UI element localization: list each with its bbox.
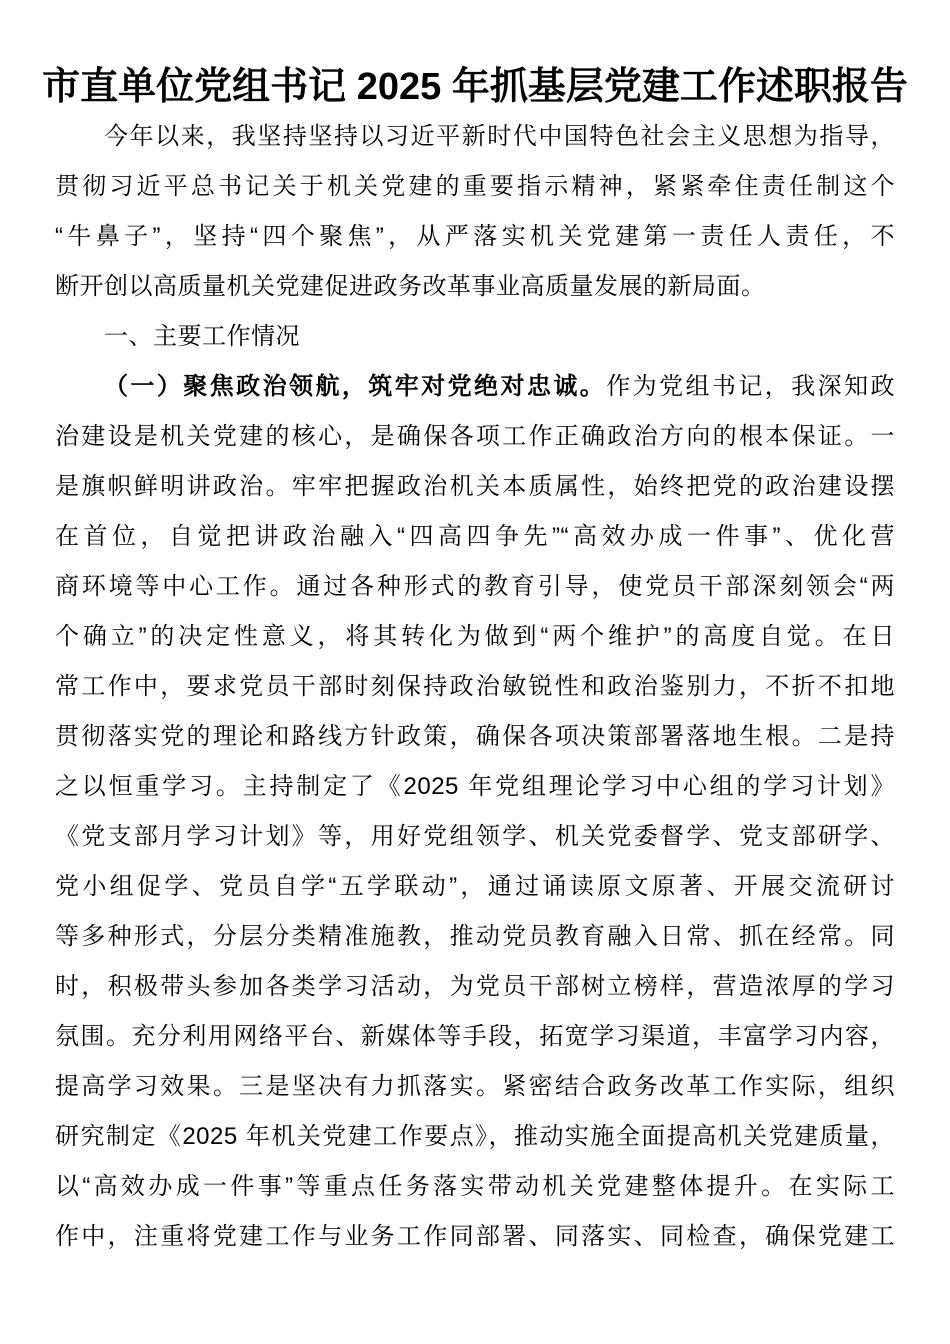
document-line <box>55 862 895 912</box>
line-text: 党小组促学、党员自学“五学联动”，通过诵读原文原著、开展交流研讨 <box>55 873 895 900</box>
line-text: 提高学习效果。三是坚决有力抓落实。紧密结合政务改革工作实际，组织 <box>55 1073 895 1100</box>
document-line <box>55 1112 895 1162</box>
document-line <box>55 612 895 662</box>
line-text: 是旗帜鲜明讲政治。牢牢把握政治机关本质属性，始终把党的政治建设摆 <box>55 473 895 500</box>
document-line <box>55 662 895 712</box>
document-line <box>55 362 895 412</box>
document-line <box>55 1162 895 1212</box>
document-line <box>55 262 895 312</box>
line-text: 常工作中，要求党员干部时刻保持政治敏锐性和政治鉴别力，不折不扣地 <box>55 673 895 700</box>
line-text: 《党支部月学习计划》等，用好党组领学、机关党委督学、党支部研学、 <box>55 823 895 850</box>
document-title: 市直单位党组书记 2025 年抓基层党建工作述职报告 <box>42 66 908 108</box>
document-line <box>55 462 895 512</box>
document-line <box>55 912 895 962</box>
document-line <box>55 112 895 162</box>
line-text: 断开创以高质量机关党建促进政务改革事业高质量发展的新局面。 <box>55 273 766 300</box>
document-line <box>55 1012 895 1062</box>
document-body <box>55 112 895 1262</box>
document-line <box>55 562 895 612</box>
document-line <box>55 512 895 562</box>
line-text: 一、主要工作情况 <box>104 323 300 350</box>
document-line <box>55 1062 895 1112</box>
line-text: 作中，注重将党建工作与业务工作同部署、同落实、同检查，确保党建工 <box>55 1223 895 1250</box>
document-line <box>55 762 895 812</box>
document-line <box>55 162 895 212</box>
bold-lead-text: （一）聚焦政治领航，筑牢对党绝对忠诚。 <box>104 373 607 400</box>
line-text: 研究制定《2025 年机关党建工作要点》，推动实施全面提高机关党建质量， <box>55 1123 895 1150</box>
line-text: 氛围。充分利用网络平台、新媒体等手段，拓宽学习渠道，丰富学习内容， <box>55 1023 895 1050</box>
line-text: 贯彻落实党的理论和路线方针政策，确保各项决策部署落地生根。二是持 <box>55 723 895 750</box>
document-line <box>55 212 895 262</box>
line-text: 时，积极带头参加各类学习活动，为党员干部树立榜样，营造浓厚的学习 <box>55 973 895 1000</box>
document-line <box>55 412 895 462</box>
document-line <box>55 962 895 1012</box>
section-heading <box>55 312 895 362</box>
document-line <box>55 1212 895 1262</box>
document-line <box>55 812 895 862</box>
line-text: 贯彻习近平总书记关于机关党建的重要指示精神，紧紧牵住责任制这个 <box>55 173 895 200</box>
line-text: 今年以来，我坚持坚持以习近平新时代中国特色社会主义思想为指导， <box>104 123 895 150</box>
line-text: 作为党组书记，我深知政 <box>606 373 896 400</box>
line-text: 等多种形式，分层分类精准施教，推动党员教育融入日常、抓在经常。同 <box>55 923 895 950</box>
line-text: 在首位，自觉把讲政治融入“四高四争先”“高效办成一件事”、优化营 <box>55 523 895 550</box>
line-text: 个确立”的决定性意义，将其转化为做到“两个维护”的高度自觉。在日 <box>55 623 895 650</box>
line-text: 以“高效办成一件事”等重点任务落实带动机关党建整体提升。在实际工 <box>55 1173 895 1200</box>
line-text: 治建设是机关党建的核心，是确保各项工作正确政治方向的根本保证。一 <box>55 423 895 450</box>
line-text: “牛鼻子”，坚持“四个聚焦”，从严落实机关党建第一责任人责任，不 <box>55 223 895 250</box>
line-text: 之以恒重学习。主持制定了《2025 年党组理论学习中心组的学习计划》 <box>55 773 895 800</box>
line-text: 商环境等中心工作。通过各种形式的教育引导，使党员干部深刻领会“两 <box>55 573 895 600</box>
document-line <box>55 712 895 762</box>
